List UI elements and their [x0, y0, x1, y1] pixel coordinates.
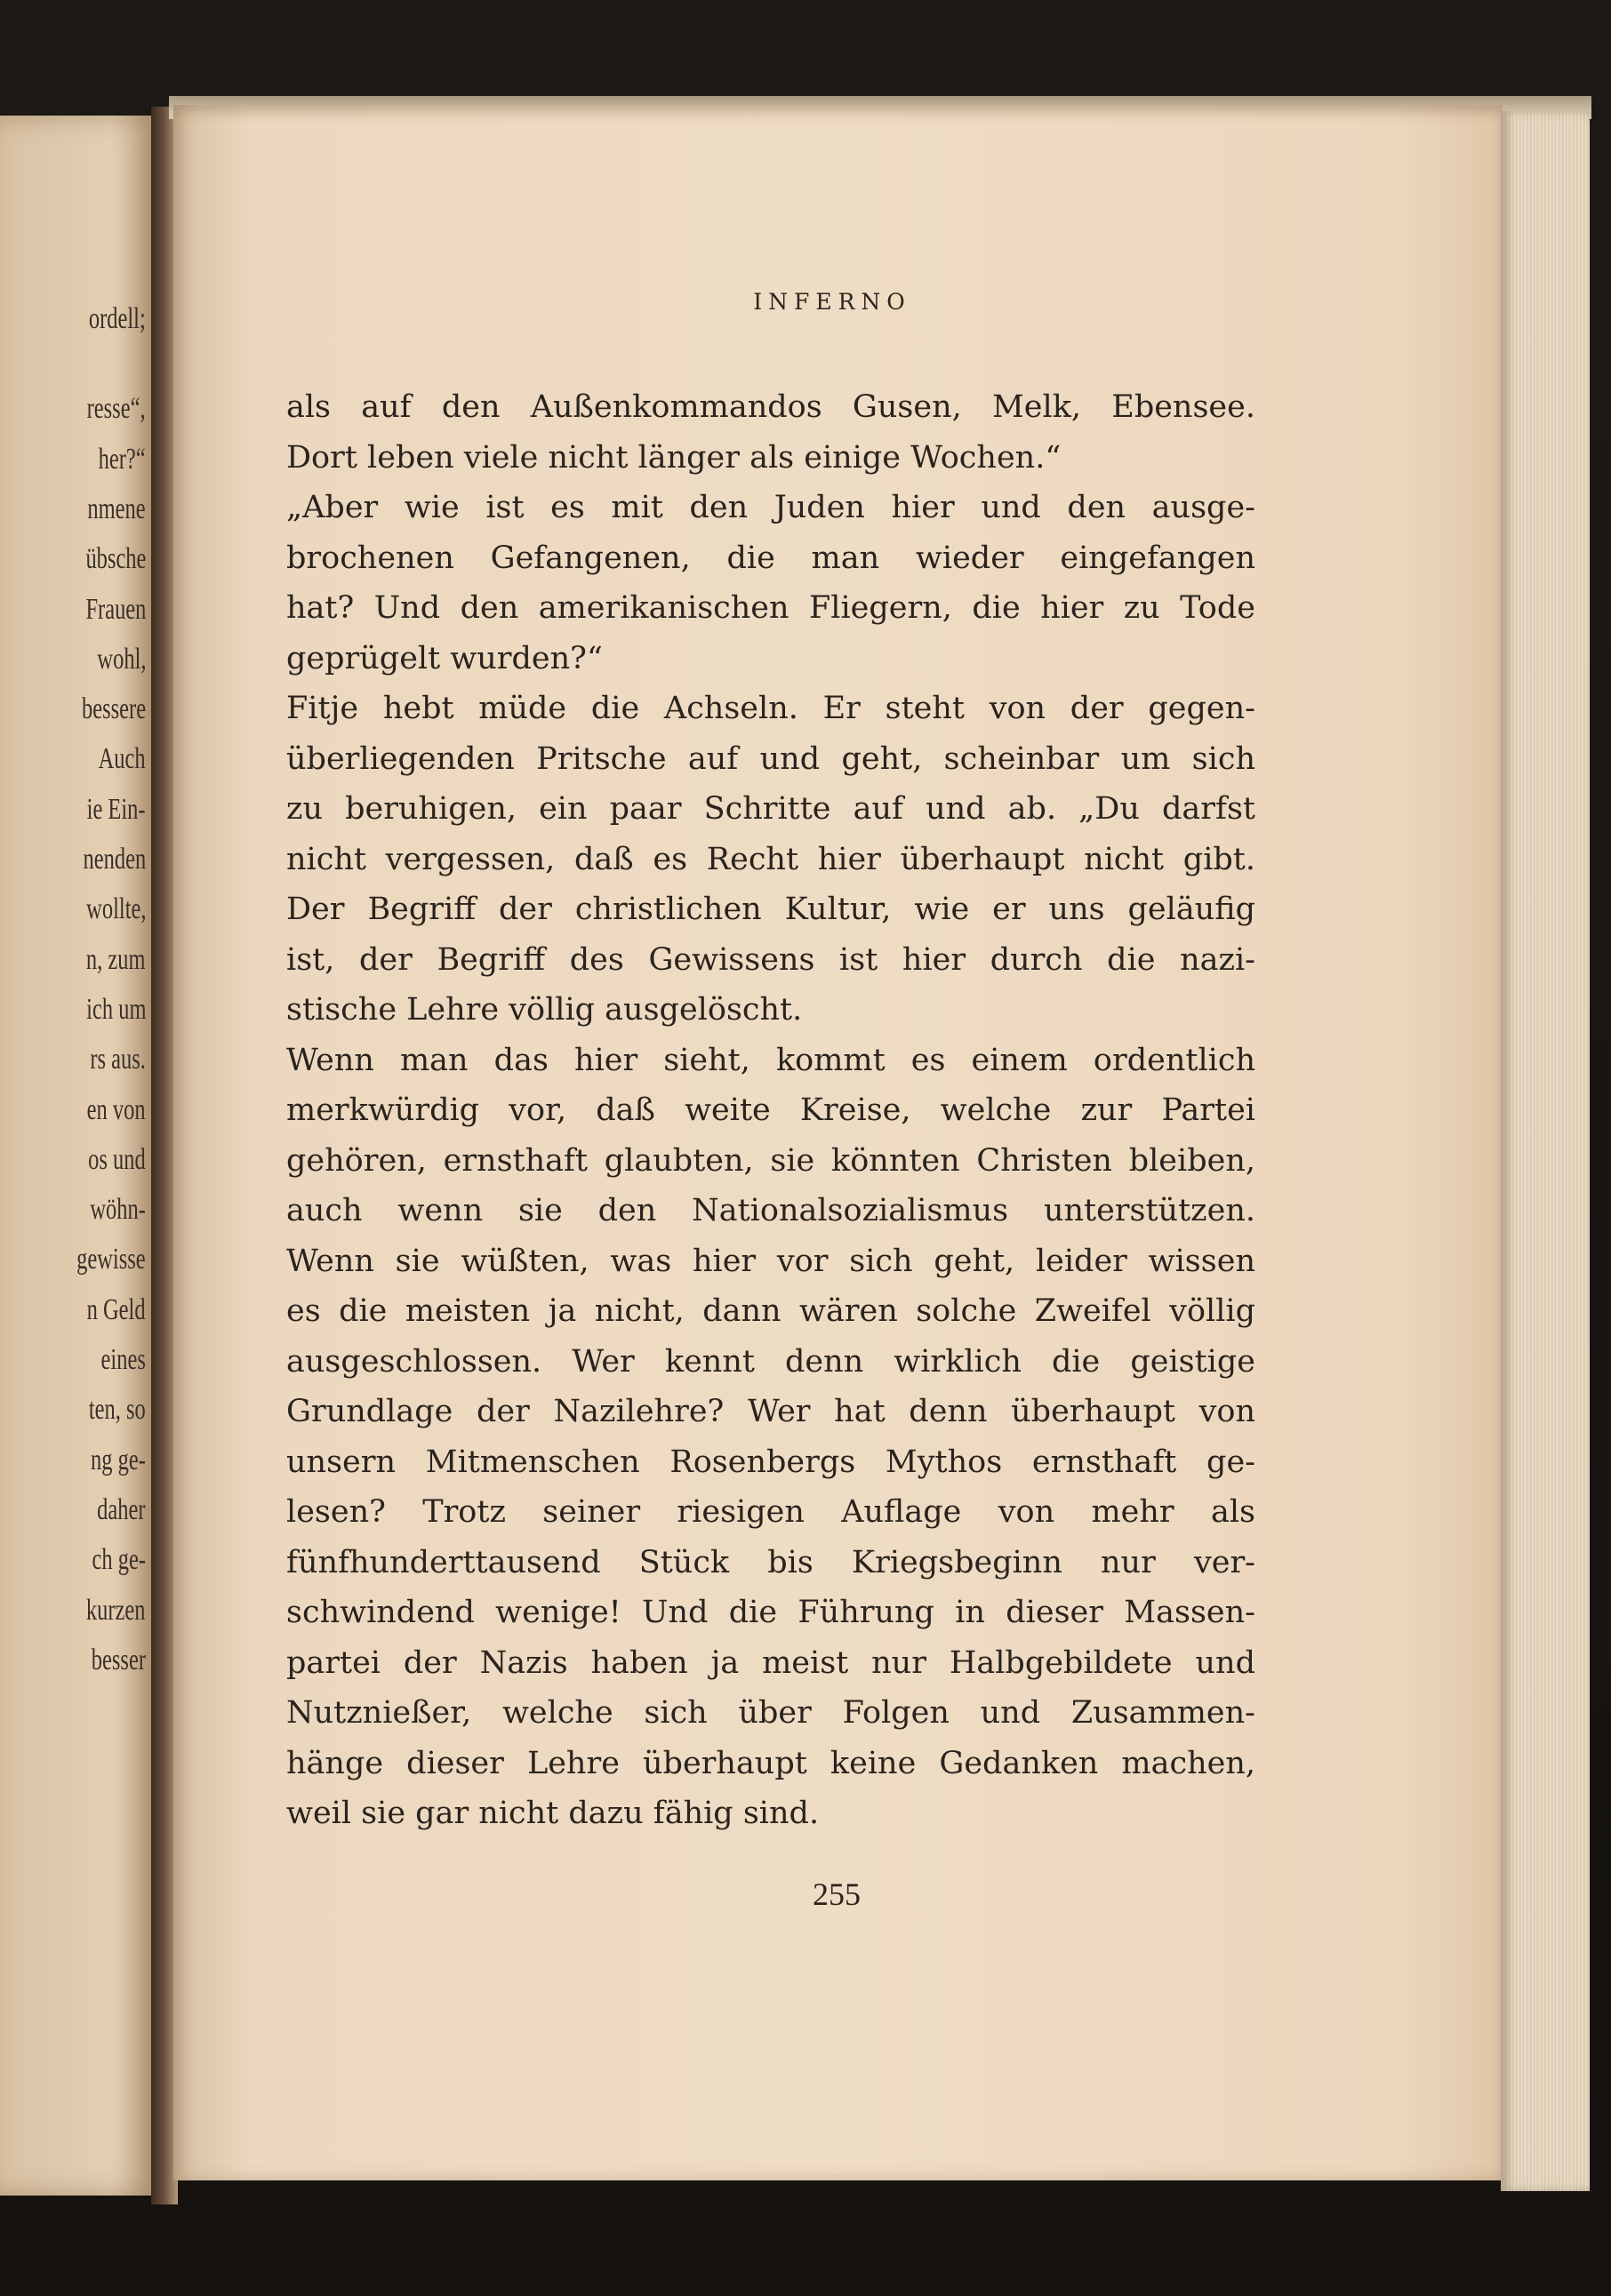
left-page-fragment: bessere: [81, 692, 146, 726]
text-line: Dort leben viele nicht länger als einige Wochen.“: [286, 439, 1062, 476]
text-line: Wenn sie wüßten, was hier vor sich geht, leider wissen: [286, 1243, 1255, 1279]
text-line: geprügelt wurden?“: [286, 640, 603, 676]
left-page-fragment: wohl,: [96, 642, 146, 676]
left-page-fragment: os und: [88, 1142, 146, 1176]
text-line: unsern Mitmenschen Rosenbergs Mythos ernsthaft ge-: [286, 1444, 1255, 1480]
left-page-fragment: nmene: [87, 492, 146, 525]
left-page-fragment: kurzen: [86, 1593, 146, 1627]
left-page-fragment: besser: [91, 1643, 146, 1676]
left-page-fragment: n, zum: [86, 942, 146, 976]
text-line: lesen? Trotz seiner riesigen Auflage von mehr als: [286, 1494, 1255, 1530]
text-line: fünfhunderttausend Stück bis Kriegsbeginn nur ver-: [286, 1544, 1255, 1580]
text-line: auch wenn sie den Nationalsozialismus unterstützen.: [286, 1193, 1255, 1228]
text-line: Nutznießer, welche sich über Folgen und Zusammen-: [286, 1695, 1255, 1731]
left-page-fragment: ch ge-: [92, 1543, 146, 1577]
text-line: stische Lehre völlig ausgelöscht.: [286, 992, 803, 1028]
text-line: weil sie gar nicht dazu fähig sind.: [286, 1796, 820, 1831]
text-line: zu beruhigen, ein paar Schritte auf und ab. „Du darfst: [286, 791, 1255, 827]
text-line: ist, der Begriff des Gewissens ist hier durch die nazi-: [286, 941, 1255, 978]
left-page-fragment: her?“: [99, 442, 146, 476]
left-page-fragment: rs aus.: [90, 1043, 146, 1076]
text-line: gehören, ernsthaft glaubten, sie könnten Christen bleiben,: [286, 1142, 1255, 1179]
left-page-fragment: übsche: [85, 542, 146, 576]
text-line: brochenen Gefangenen, die man wieder eingefangen: [286, 540, 1255, 576]
text-line: als auf den Außenkommandos Gusen, Melk, Ebensee.: [286, 389, 1255, 425]
left-page-fragment: Auch: [98, 742, 146, 776]
left-page-fragment: ng ge-: [91, 1443, 146, 1476]
text-line: ausgeschlossen. Wer kennt denn wirklich die geistige: [286, 1343, 1255, 1380]
left-page-fragment: gewisse: [76, 1243, 146, 1276]
text-line: nicht vergessen, daß es Recht hier überhaupt nicht gibt.: [286, 841, 1255, 877]
text-line: Fitje hebt müde die Achseln. Er steht von der gegen-: [286, 691, 1255, 726]
left-page-fragment: ich um: [85, 992, 146, 1026]
left-page-fragment: wollte,: [85, 892, 146, 926]
left-page-fragment: ten, so: [89, 1393, 146, 1427]
left-page-fragment: en von: [87, 1092, 146, 1126]
text-line: Der Begriff der christlichen Kultur, wie er uns geläufig: [286, 892, 1255, 927]
text-line: hat? Und den amerikanischen Fliegern, die hier zu Tode: [286, 590, 1255, 626]
left-page-fragment: n Geld: [87, 1292, 146, 1326]
running-head: INFERNO: [753, 289, 911, 315]
text-line: es die meisten ja nicht, dann wären solche Zweifel völlig: [286, 1293, 1255, 1329]
left-page-fragment: daher: [97, 1492, 146, 1526]
text-line: „Aber wie ist es mit den Juden hier und den ausge-: [286, 490, 1255, 525]
text-line: merkwürdig vor, daß weite Kreise, welche zur Partei: [286, 1092, 1255, 1128]
left-page-fragment: ie Ein-: [87, 792, 146, 826]
left-page-fragment: Frauen: [85, 592, 146, 626]
left-page-fragment: nenden: [83, 843, 146, 876]
text-line: überliegenden Pritsche auf und geht, scheinbar um sich: [286, 740, 1255, 777]
text-line: Wenn man das hier sieht, kommt es einem ordentlich: [286, 1042, 1255, 1078]
left-page-fragment: ordell;: [89, 302, 146, 335]
text-line: Grundlage der Nazilehre? Wer hat denn überhaupt von: [286, 1394, 1255, 1429]
left-page-fragment: resse“,: [87, 392, 146, 426]
text-line: partei der Nazis haben ja meist nur Halbgebildete und: [286, 1644, 1255, 1681]
page-number: 255: [813, 1876, 861, 1912]
text-line: schwindend wenige! Und die Führung in dieser Massen-: [286, 1595, 1255, 1630]
text-line: hänge dieser Lehre überhaupt keine Gedanken machen,: [286, 1745, 1255, 1781]
left-page-fragment: wöhn-: [90, 1193, 146, 1227]
body-text: [286, 382, 1255, 1839]
left-page-fragment: eines: [100, 1343, 146, 1376]
